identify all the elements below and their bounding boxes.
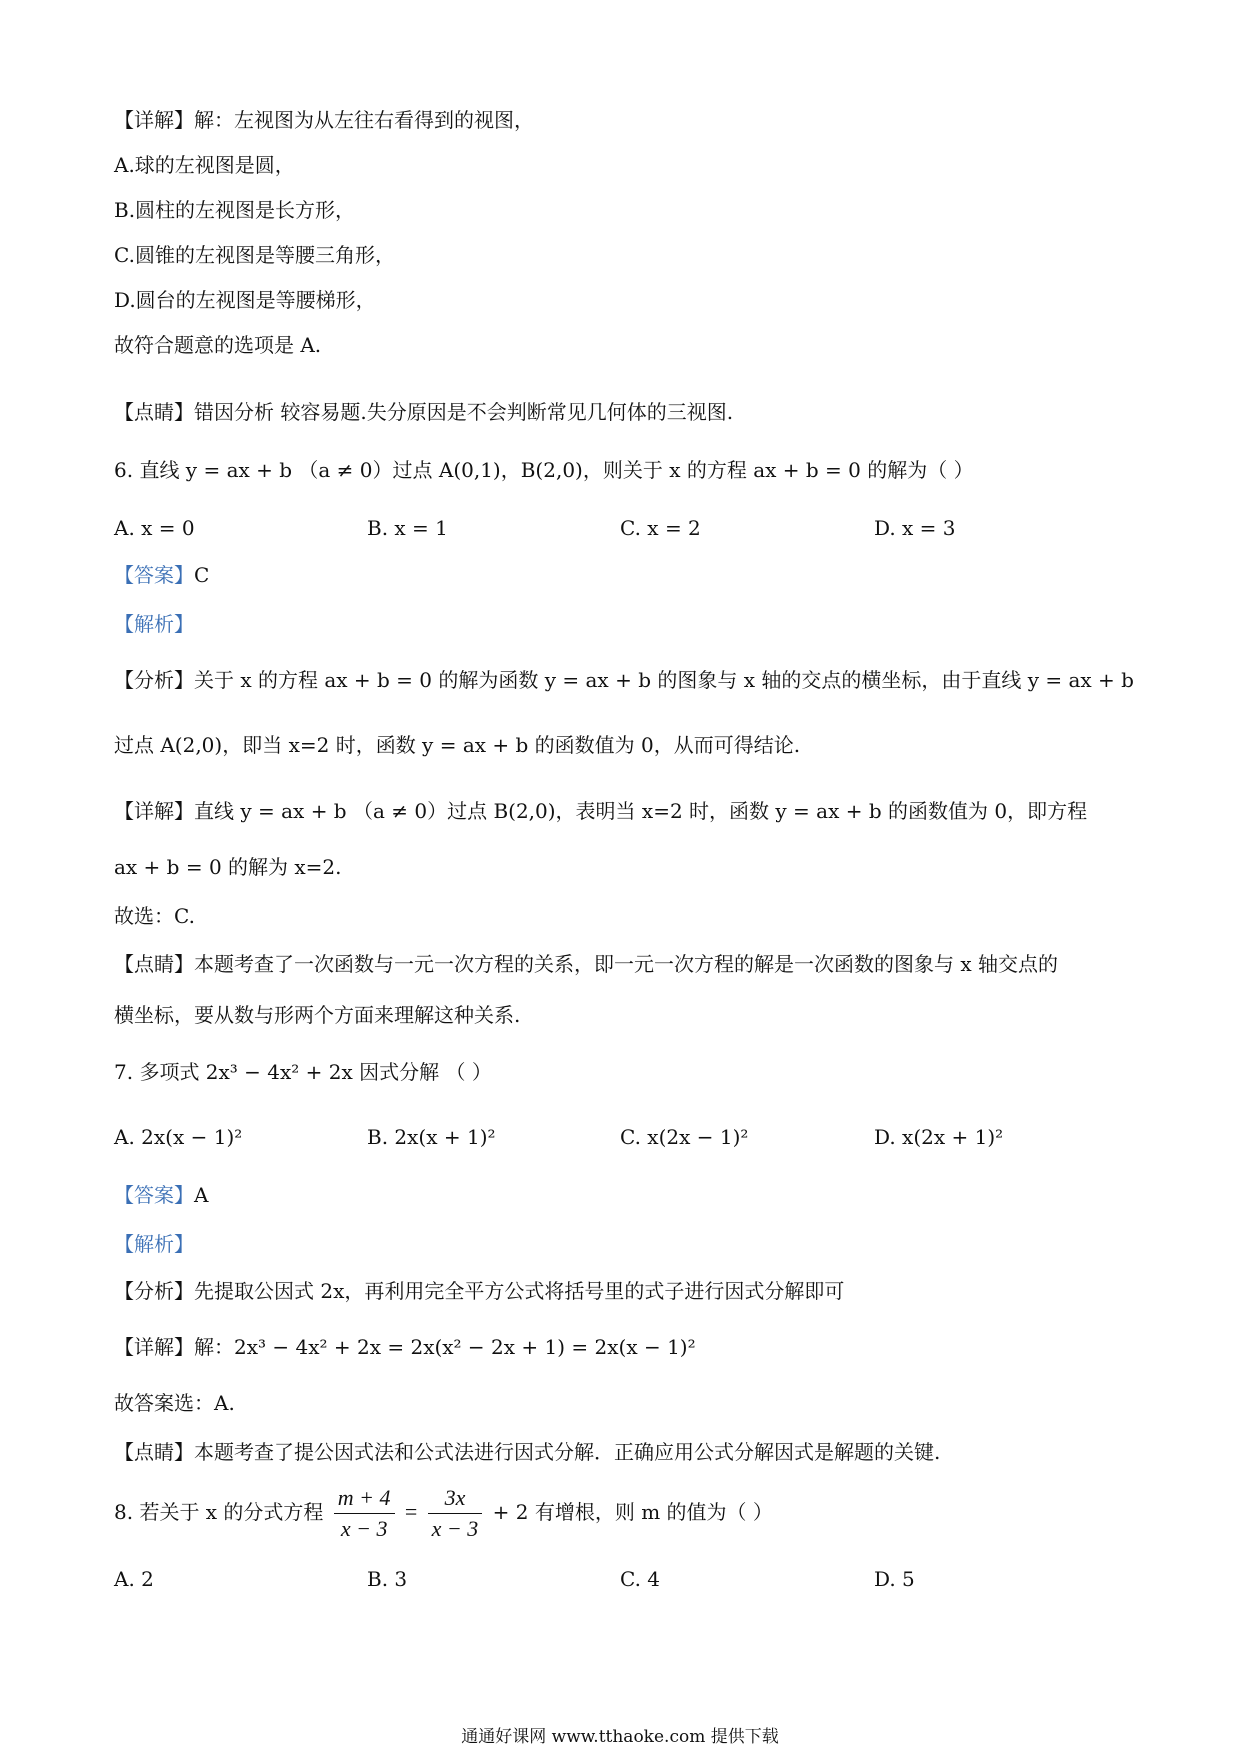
q8-option-a: A. 2 xyxy=(114,1567,154,1591)
q6-analysis-line: 【分析】关于 x 的方程 ax + b = 0 的解为函数 y = ax + b 的图象与 x 轴的交点的横坐标，由于直线 y = ax + b xyxy=(114,668,1134,692)
q7-analysis-line: 【分析】先提取公因式 2x，再利用完全平方公式将括号里的式子进行因式分解即可 xyxy=(114,1279,845,1303)
detail-line: 【详解】解：左视图为从左往右看得到的视图， xyxy=(114,108,534,132)
q6-answer-line xyxy=(114,561,209,589)
q7-stem: 7. 多项式 2x³ − 4x² + 2x 因式分解 （ ） xyxy=(114,1060,492,1084)
q7-option-b: B. 2x(x + 1)² xyxy=(367,1125,496,1149)
q8-fraction-right xyxy=(428,1483,483,1544)
q6-option-c: C. x = 2 xyxy=(620,516,701,540)
q6-option-d: D. x = 3 xyxy=(874,516,956,540)
detail-line: B.圆柱的左视图是长方形， xyxy=(114,198,356,222)
q7-option-a: A. 2x(x − 1)² xyxy=(114,1125,243,1149)
conclusion-line: 故符合题意的选项是 A. xyxy=(114,333,322,357)
q6-stem: 6. 直线 y = ax + b （a ≠ 0）过点 A(0,1)，B(2,0)，则关于 x 的方程 ax + b = 0 的解为（ ） xyxy=(114,458,974,482)
q7-option-c: C. x(2x − 1)² xyxy=(620,1125,749,1149)
q7-choose-line: 故答案选：A. xyxy=(114,1391,235,1415)
q6-answer: C xyxy=(194,563,210,587)
q7-note-line: 【点睛】本题考查了提公因式法和公式法进行因式分解．正确应用公式分解因式是解题的关键. xyxy=(114,1440,941,1464)
detail-line: A.球的左视图是圆， xyxy=(114,153,295,177)
note-line: 【点睛】错因分析 较容易题.失分原因是不会判断常见几何体的三视图. xyxy=(114,400,734,424)
answer-tag: 【答案】 xyxy=(114,563,194,587)
q7-answer-line xyxy=(114,1181,208,1209)
detail-line: C.圆锥的左视图是等腰三角形， xyxy=(114,243,395,267)
q6-detail-line: ax + b = 0 的解为 x=2. xyxy=(114,855,342,879)
equals-sign: = xyxy=(404,1499,418,1524)
q8-option-c: C. 4 xyxy=(620,1567,661,1591)
q8-option-b: B. 3 xyxy=(367,1567,408,1591)
q8-stem-suffix: + 2 有增根，则 m 的值为（ ） xyxy=(492,1500,773,1524)
q6-detail-line: 【详解】直线 y = ax + b （a ≠ 0）过点 B(2,0)，表明当 x=2 时，函数 y = ax + b 的函数值为 0，即方程 xyxy=(114,799,1088,823)
q6-note-line: 【点睛】本题考查了一次函数与一元一次方程的关系，即一元一次方程的解是一次函数的图象与 x 轴交点的 xyxy=(114,952,1058,976)
detail-line: D.圆台的左视图是等腰梯形， xyxy=(114,288,376,312)
q7-answer: A xyxy=(194,1183,209,1207)
q6-analysis-line: 过点 A(2,0)，即当 x=2 时，函数 y = ax + b 的函数值为 0，从而可得结论. xyxy=(114,733,801,757)
q8-fraction-left xyxy=(334,1483,395,1544)
q7-detail-line: 【详解】解：2x³ − 4x² + 2x = 2x(x² − 2x + 1) = 2x(x − 1)² xyxy=(114,1335,696,1359)
fraction-numerator: m + 4 xyxy=(334,1483,395,1514)
fraction-denominator: x − 3 xyxy=(431,1516,479,1541)
page-footer: 通通好课网 www.tthaoke.com 提供下载 xyxy=(461,1727,779,1747)
q6-option-a: A. x = 0 xyxy=(114,516,195,540)
q7-analysis-tag: 【解析】 xyxy=(114,1232,194,1256)
q6-note-line: 横坐标，要从数与形两个方面来理解这种关系. xyxy=(114,1003,521,1027)
fraction-numerator: 3x xyxy=(428,1483,483,1514)
fraction-denominator: x − 3 xyxy=(340,1516,388,1541)
q6-choose-line: 故选：C. xyxy=(114,904,195,928)
q8-stem xyxy=(114,1480,773,1544)
answer-tag: 【答案】 xyxy=(114,1183,194,1207)
q8-option-d: D. 5 xyxy=(874,1567,915,1591)
q6-analysis-tag: 【解析】 xyxy=(114,612,194,636)
q6-option-b: B. x = 1 xyxy=(367,516,448,540)
q8-stem-prefix: 8. 若关于 x 的分式方程 xyxy=(114,1500,324,1524)
q7-option-d: D. x(2x + 1)² xyxy=(874,1125,1004,1149)
